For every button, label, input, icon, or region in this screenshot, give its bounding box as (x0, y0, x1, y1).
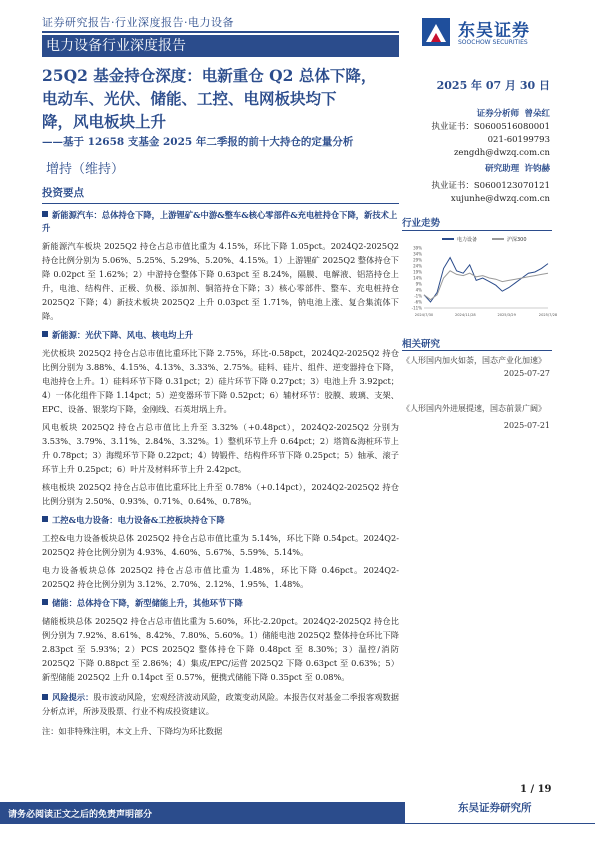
report-date: 2025 年 07 月 30 日 (436, 79, 550, 92)
section-paragraph: 工控&电力设备板块总体 2025Q2 持仓占总市值比重为 5.14%，环比下降 0.54pct。2024Q2-2025Q2 持仓比例分别为 4.93%、4.60%、5.67%、5.59%、5.14%。 (42, 533, 399, 557)
trend-rule (402, 230, 552, 231)
related-item-date: 2025-07-21 (503, 421, 550, 430)
x-tick-label: 2024/7/30 (414, 313, 434, 317)
section-paragraph: 风电板块 2025Q2 持仓占总市值比上升至 3.32%（+0.48pct），2024Q2-2025Q2 分别为 3.53%、3.79%、3.11%、2.84%、3.32%。1）整机环节上升 0.64pct；2）塔筒&海桩环节上升 0.78pct；3）海缆环节下降 0.22pct；4）铸锻件、结构件环节下降 0.25pct；5）轴承、滚子环节上升 0.25pct；6）叶片及材料环节上升 2.42pct。 (42, 422, 399, 474)
analyst-email: zengdh@dwzq.com.cn (453, 148, 550, 158)
risk-heading: 风险提示： (52, 692, 94, 702)
logo-text-en: SOOCHOW SECURITIES (458, 39, 528, 46)
logo-text: 东吴证券 (458, 21, 530, 41)
related-item[interactable] (402, 402, 550, 432)
section-heading: 新能源汽车：总体持仓下降，上游锂矿&中游&整车&核心零部件&充电桩持仓下降，新技术上升 (42, 210, 398, 233)
section-heading: 工控&电力设备：电力设备&工控板块持仓下降 (42, 514, 399, 527)
assistant-email: xujunhe@dwzq.com.cn (450, 194, 550, 204)
series-line (424, 271, 548, 300)
report-type-bar (42, 35, 399, 57)
disclaimer-bar (0, 802, 405, 824)
legend-label: 电力设备 (457, 237, 478, 243)
footer-company: 东吴证券研究所 (458, 802, 532, 814)
x-tick-label: 2024/11/28 (454, 313, 476, 317)
y-tick-label: 9% (415, 281, 422, 287)
assistant-title: 研究助理 (485, 164, 520, 174)
bullet-square-icon (42, 599, 48, 605)
trend-title: 行业走势 (402, 218, 441, 229)
y-tick-label: -11% (411, 305, 422, 311)
y-tick-label: 24% (413, 263, 422, 269)
report-title (42, 64, 402, 133)
title-line-1: 25Q2 基金持仓深度：电新重仓 Q2 总体下降， (42, 66, 377, 85)
logo-mark-icon (420, 16, 452, 48)
section-paragraph: 光伏板块 2025Q2 持仓占总市值比重环比下降 2.75%，环比-0.58pct，2024Q2-2025Q2 持仓比例分别为 3.88%、4.15%、4.13%、3.33%、2.75%。硅料、硅片、组件、逆变器持仓下降，电池持仓上升。1）硅料环节下降 0.31pct；2）硅片环节下降 0.27pct；3）电池上升 3.92pct；4）一体化组件下降 1.14pct；5）逆变器环节下降 0.52pct；6）辅材环节：胶膜、玻璃、支架、EPC、设备、银浆均下降，金刚线、石英坩埚上升。 (42, 348, 399, 414)
section-paragraph: 电力设备板块总体 2025Q2 持仓占总市值比重为 1.48%，环比下降 0.46pct。2024Q2-2025Q2 持仓比例分别为 3.12%、2.70%、2.12%、1.95%、1.48%。 (42, 565, 399, 589)
y-tick-label: -1% (414, 293, 422, 299)
footnote: 注：如非特殊注明，本文上升、下降均为环比数据 (42, 726, 223, 736)
section-paragraph: 新能源汽车板块 2025Q2 持仓占总市值比重为 4.15%，环比下降 1.05pct。2024Q2-2025Q2 持仓比例分别为 5.06%、5.25%、5.29%、5.20%、4.15%。1）上游锂矿 2025Q2 整体持仓下降 0.02pct 至 1.62%；2）中游持仓整体下降 0.63pct 至 8.24%，隔膜、电解液、铝箔持仓上升，电池、结构件、正极、负极、添加剂、铜箔持仓下降；3）核心零部件、整车、充电桩持仓 2025Q2 下降；4）新技术板块 2025Q2 上升 0.03pct 至 1.71%，钠电池上涨、复合集流体下降。 (42, 241, 399, 321)
section-paragraph: 核电板块 2025Q2 持仓占总市值比重环比上升至 0.78%（+0.14pct），2024Q2-2025Q2 持仓比例分别为 2.50%、0.93%、0.71%、0.64%、0.78%。 (42, 482, 399, 506)
report-type: 电力设备行业深度报告 (46, 38, 186, 54)
analyst-block (420, 108, 550, 206)
page-number: 1 / 19 (520, 784, 552, 795)
related-title: 相关研究 (402, 339, 441, 350)
y-tick-label: 4% (415, 287, 422, 293)
header-rule (42, 31, 399, 33)
title-line-3: 降，风电板块上升 (42, 112, 167, 131)
x-tick-label: 2025/7/28 (538, 313, 558, 317)
body-content (42, 186, 399, 738)
rating: 增持（维持） (46, 162, 125, 177)
report-subtitle: ——基于 12658 支基金 2025 年二季报的前十大持仓的定量分析 (42, 136, 354, 148)
bullet-square-icon (42, 331, 48, 337)
analyst-name: 曾朵红 (524, 109, 550, 119)
trend-chart (402, 234, 558, 322)
related-rule (402, 350, 552, 351)
x-tick-label: 2025/3/29 (497, 313, 516, 317)
bullet-square-icon (42, 516, 48, 522)
section-heading: 储能：总体持仓下降，新型储能上升，其他环节下降 (42, 597, 399, 610)
report-category: 证券研究报告·行业深度报告·电力设备 (42, 16, 234, 29)
section-paragraph: 储能板块总体 2025Q2 持仓占总市值比重为 5.60%，环比-2.20pct。2024Q2-2025Q2 持仓比例分别为 7.92%、8.61%、8.42%、7.80%、5.60%。1）储能电池 2025Q2 整体持仓环比下降 2.83pct 至 5.93%；2）PCS 2025Q2 整体持仓下降 0.48pct 至 8.30%；3）温控/消防 2025Q2 下降 0.88pct 至 2.86%；4）集成/EPC/运营 2025Q2 下降 0.63pct 至 0.63%；5）新型储能 2025Q2 上升 0.14pct 至 0.57%，便携式储能下降 0.35pct 至 0.08%。 (42, 616, 399, 682)
company-logo (420, 16, 560, 50)
bullet-square-icon (42, 694, 48, 700)
y-tick-label: 34% (413, 251, 422, 257)
y-tick-label: 14% (413, 275, 422, 281)
analyst-title: 证券分析师 (476, 109, 520, 119)
bullet-square-icon (42, 211, 48, 217)
related-item[interactable] (402, 354, 550, 380)
y-tick-label: -6% (414, 299, 422, 305)
points-title: 投资要点 (42, 187, 84, 199)
analyst-cert: 执业证书：S0600516080001 (431, 122, 550, 132)
section-heading: 新能源：光伏下降、风电、核电均上升 (42, 329, 399, 342)
y-tick-label: 29% (413, 257, 422, 263)
y-tick-label: 39% (413, 245, 422, 251)
legend-label: 沪深300 (507, 237, 527, 243)
assistant-cert: 执业证书：S0600123070121 (431, 181, 550, 191)
disclaimer-text: 请务必阅读正文之后的免责声明部分 (8, 810, 153, 820)
related-item-title: 《人形国内外进展提速，国态前景广阔》 (402, 404, 546, 413)
related-item-date: 2025-07-27 (503, 369, 550, 378)
risk-text: 股市波动风险，宏观经济波动风险，政策变动风险。本报告仅对基金二季报客观数据分析点评，所涉及股票、行业不构成投资建议。 (42, 692, 399, 716)
footer-rule (405, 823, 595, 824)
risk-warning (42, 690, 399, 718)
points-rule (42, 203, 399, 204)
assistant-name: 许钧赫 (524, 164, 550, 174)
y-tick-label: 19% (413, 269, 422, 275)
title-line-2: 电动车、光伏、储能、工控、电网板块均下 (42, 89, 337, 108)
related-item-title: 《人形国内加火如荼，国态产业化加速》 (402, 356, 546, 365)
analyst-phone: 021-60199793 (487, 135, 550, 145)
